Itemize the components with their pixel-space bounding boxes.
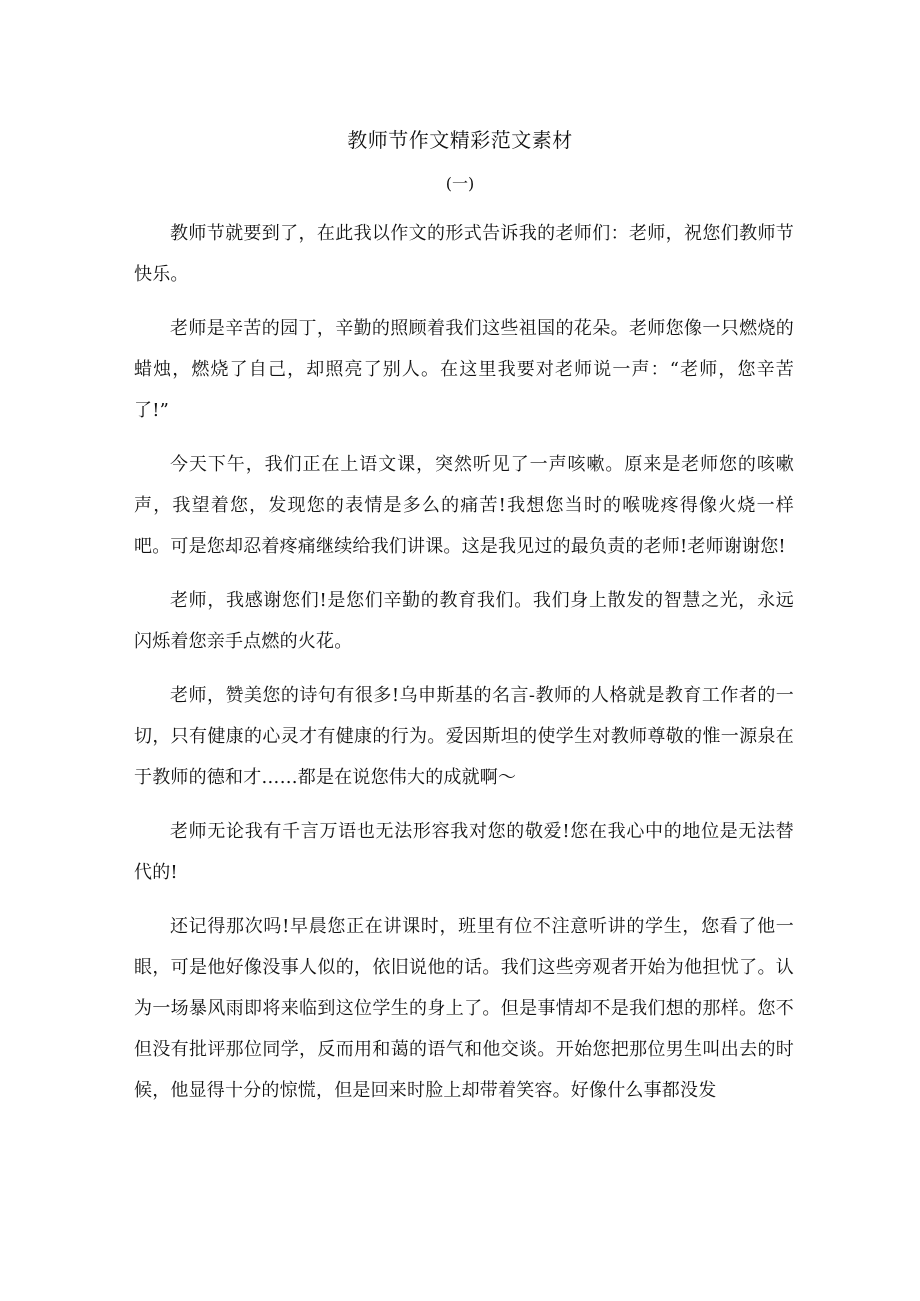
paragraph: 还记得那次吗!早晨您正在讲课时，班里有位不注意听讲的学生，您看了他一眼，可是他好像没事人似的，依旧说他的话。我们这些旁观者开始为他担忧了。认为一场暴风雨即将来临到这位学生的身上了。但是事情却不是我们想的那样。您不但没有批评那位同学，反而用和蔼的语气和他交谈。开始您把那位男生叫出去的时候，他显得十分的惊慌，但是回来时脸上却带着笑容。好像什么事都没发 (134, 916, 794, 1101)
document-body (134, 213, 794, 1124)
document-title: 教师节作文精彩范文素材 (347, 128, 573, 152)
section-label: (一) (445, 174, 475, 193)
paragraph: 老师无论我有千言万语也无法形容我对您的敬爱!您在我心中的地位是无法替代的! (134, 821, 794, 883)
paragraph: 今天下午，我们正在上语文课，突然听见了一声咳嗽。原来是老师您的咳嗽声，我望着您，发现您的表情是多么的痛苦!我想您当时的喉咙疼得像火烧一样吧。可是您却忍着疼痛继续给我们讲课。这是我见过的最负责的老师!老师谢谢您! (134, 454, 794, 557)
paragraph: 老师，我感谢您们!是您们辛勤的教育我们。我们身上散发的智慧之光，永远闪烁着您亲手点燃的火花。 (134, 590, 794, 652)
paragraph: 教师节就要到了，在此我以作文的形式告诉我的老师们：老师，祝您们教师节快乐。 (134, 223, 794, 285)
paragraph: 老师，赞美您的诗句有很多!乌申斯基的名言-教师的人格就是教育工作者的一切，只有健康的心灵才有健康的行为。爱因斯坦的使学生对教师尊敬的惟一源泉在于教师的德和才……都是在说您伟大的成就啊～ (134, 685, 794, 788)
paragraph: 老师是辛苦的园丁，辛勤的照顾着我们这些祖国的花朵。老师您像一只燃烧的蜡烛，燃烧了自己，却照亮了别人。在这里我要对老师说一声：“老师，您辛苦了!” (134, 318, 794, 421)
